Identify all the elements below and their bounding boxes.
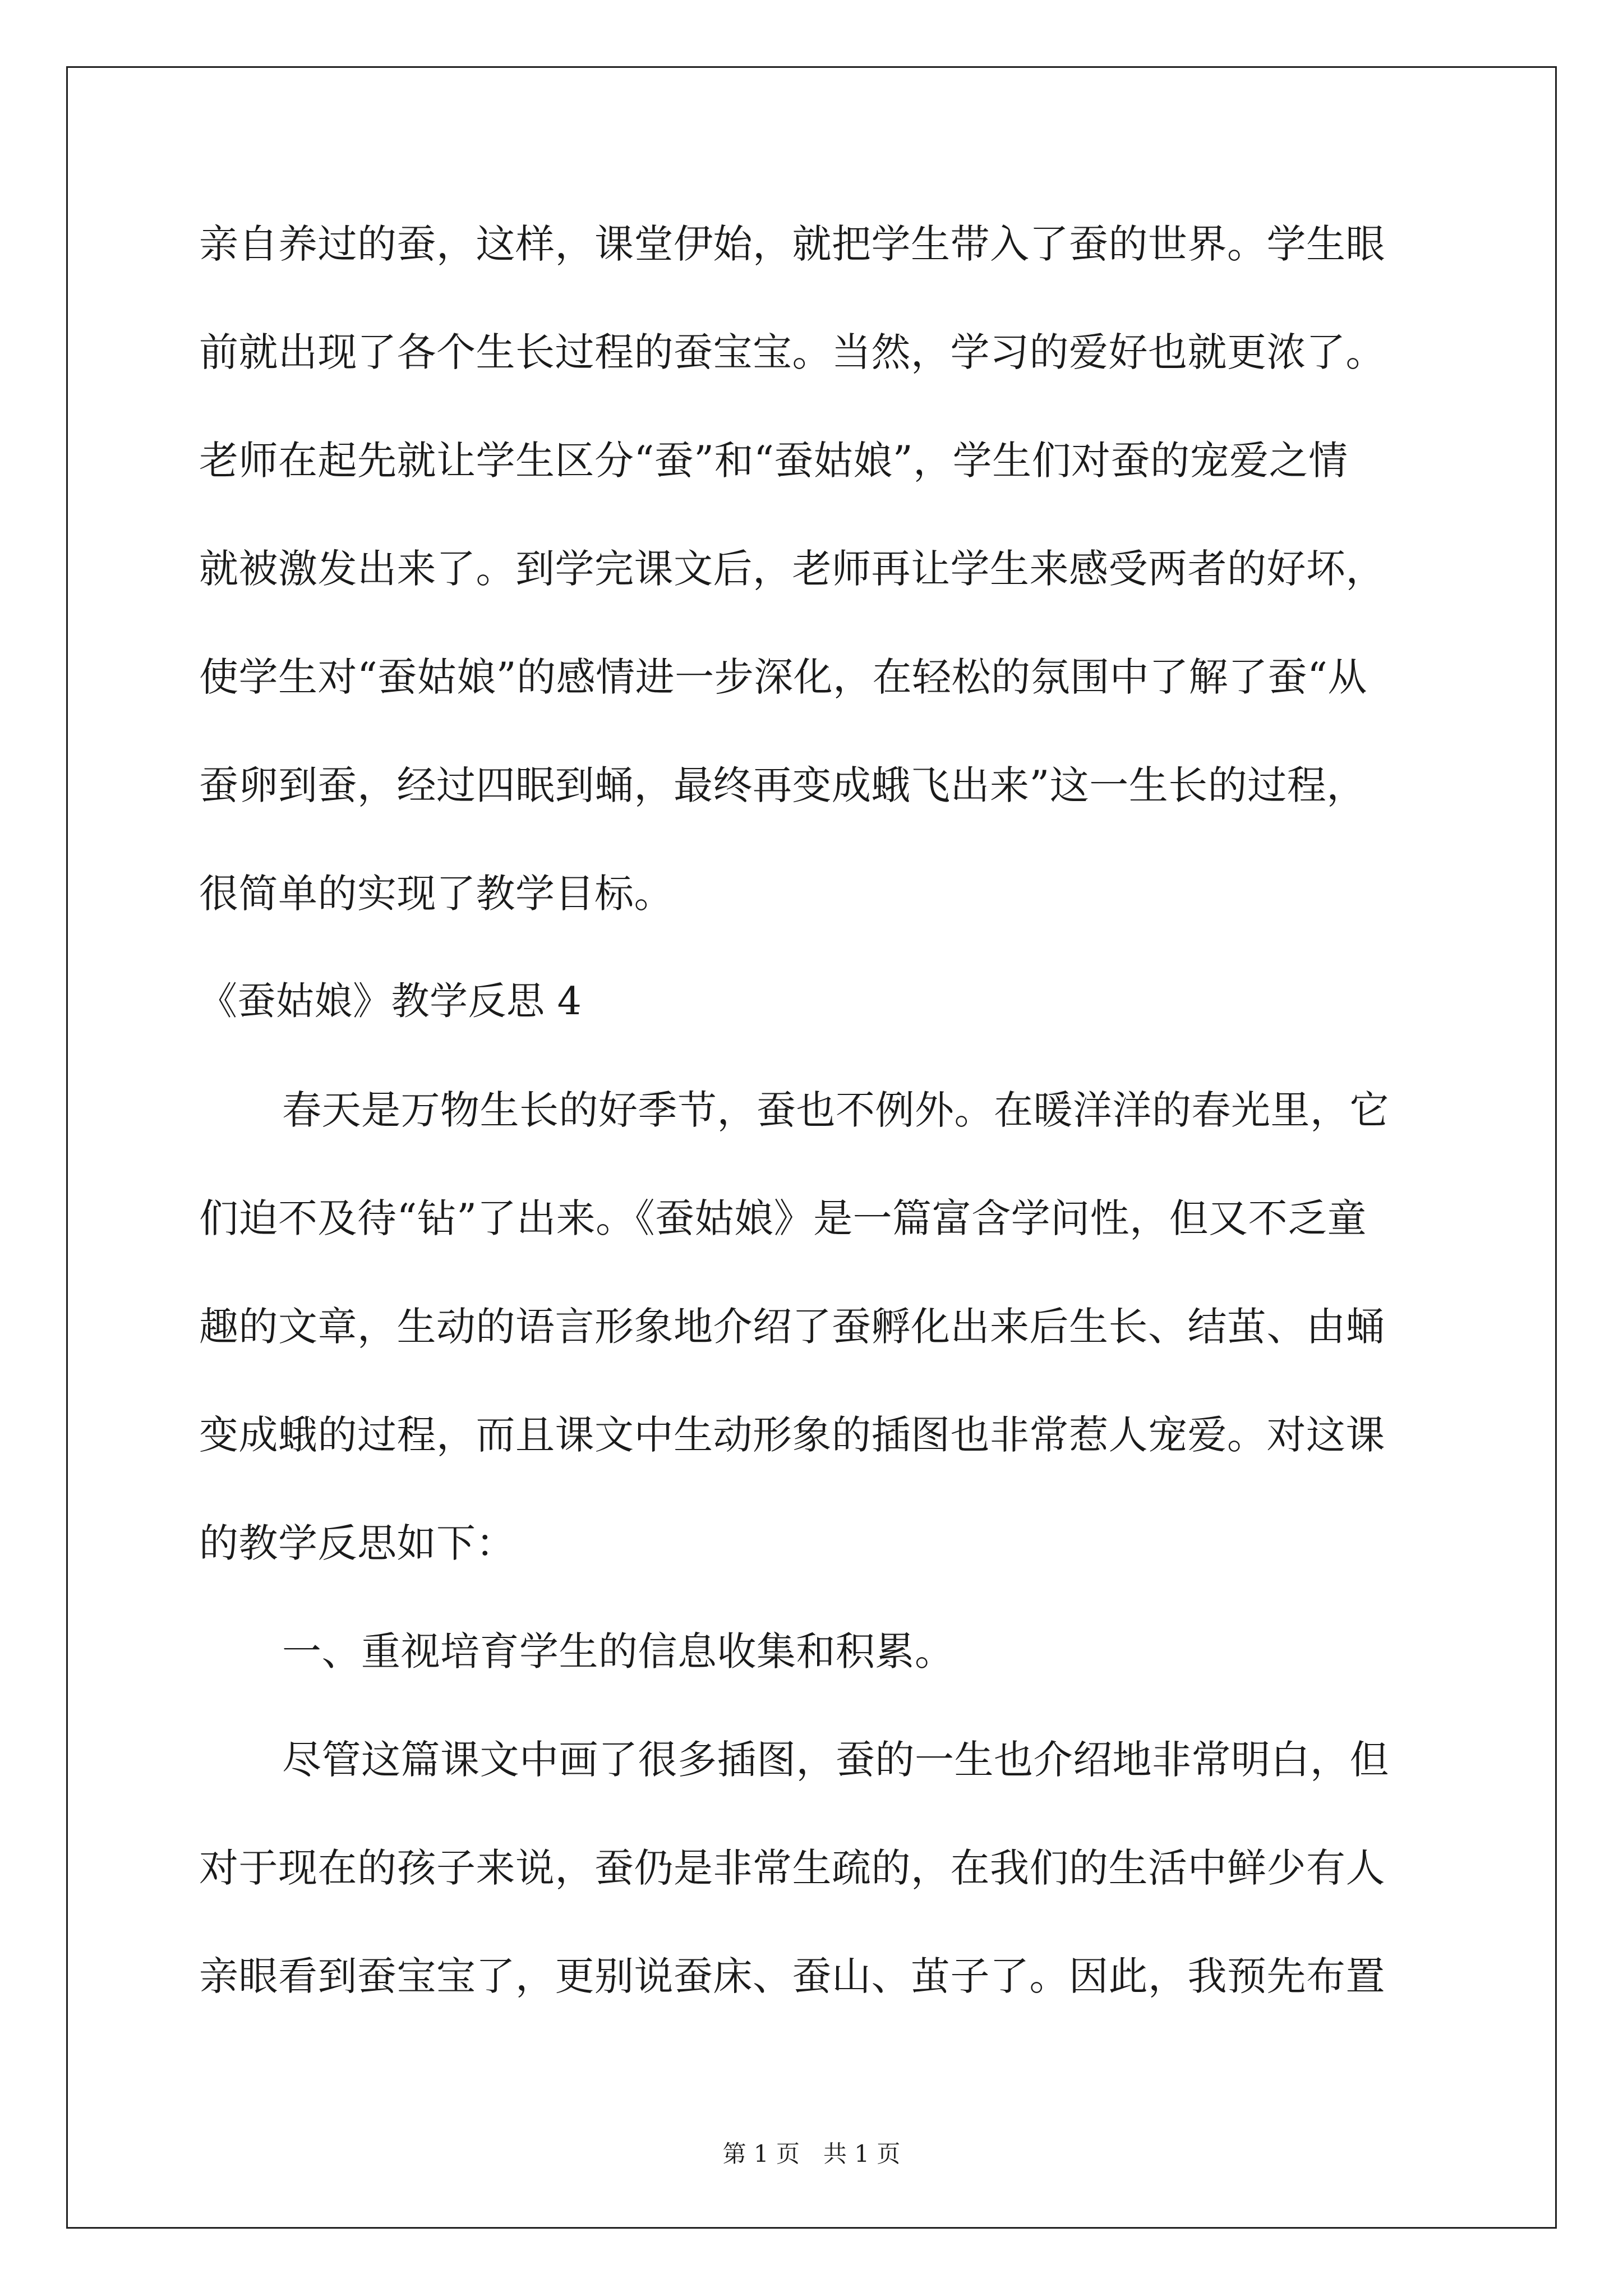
text-line: 对于现在的孩子来说，蚕仍是非常生疏的，在我们的生活中鲜少有人 xyxy=(199,1845,1385,1891)
text-line: 春天是万物生长的好季节，蚕也不例外。在暖洋洋的春光里，它 xyxy=(282,1087,1389,1133)
subheading-line: 一、重视培育学生的信息收集和积累。 xyxy=(282,1628,955,1674)
text-line: 前就出现了各个生长过程的蚕宝宝。当然，学习的爱好也就更浓了。 xyxy=(199,329,1385,375)
text-line: 亲自养过的蚕，这样，课堂伊始，就把学生带入了蚕的世界。学生眼 xyxy=(199,221,1385,267)
text-line: 老师在起先就让学生区分“蚕”和“蚕姑娘”，学生们对蚕的宠爱之情 xyxy=(199,438,1348,484)
text-line: 就被激发出来了。到学完课文后，老师再让学生来感受两者的好坏， xyxy=(199,546,1385,592)
text-line: 蚕卵到蚕，经过四眠到蛹，最终再变成蛾飞出来”这一生长的过程， xyxy=(199,762,1366,808)
text-line: 的教学反思如下： xyxy=(199,1520,515,1566)
text-line: 亲眼看到蚕宝宝了，更别说蚕床、蚕山、茧子了。因此，我预先布置 xyxy=(199,1953,1385,1999)
text-line: 变成蛾的过程，而且课文中生动形象的插图也非常惹人宠爱。对这课 xyxy=(199,1412,1385,1458)
text-line: 很简单的实现了教学目标。 xyxy=(199,871,674,917)
text-line: 使学生对“蚕姑娘”的感情进一步深化，在轻松的氛围中了解了蚕“从 xyxy=(199,654,1367,700)
text-line: 尽管这篇课文中画了很多插图，蚕的一生也介绍地非常明白，但 xyxy=(282,1737,1389,1783)
document-body xyxy=(199,213,1433,2054)
text-line: 趣的文章，生动的语言形象地介绍了蚕孵化出来后生长、结茧、由蛹 xyxy=(199,1304,1385,1350)
text-line: 们迫不及待“钻”了出来。《蚕姑娘》是一篇富含学问性，但又不乏童 xyxy=(199,1195,1367,1241)
page-number-footer: 第 1 页 共 1 页 xyxy=(722,2140,901,2168)
section-heading: 《蚕姑娘》教学反思 4 xyxy=(199,979,582,1024)
